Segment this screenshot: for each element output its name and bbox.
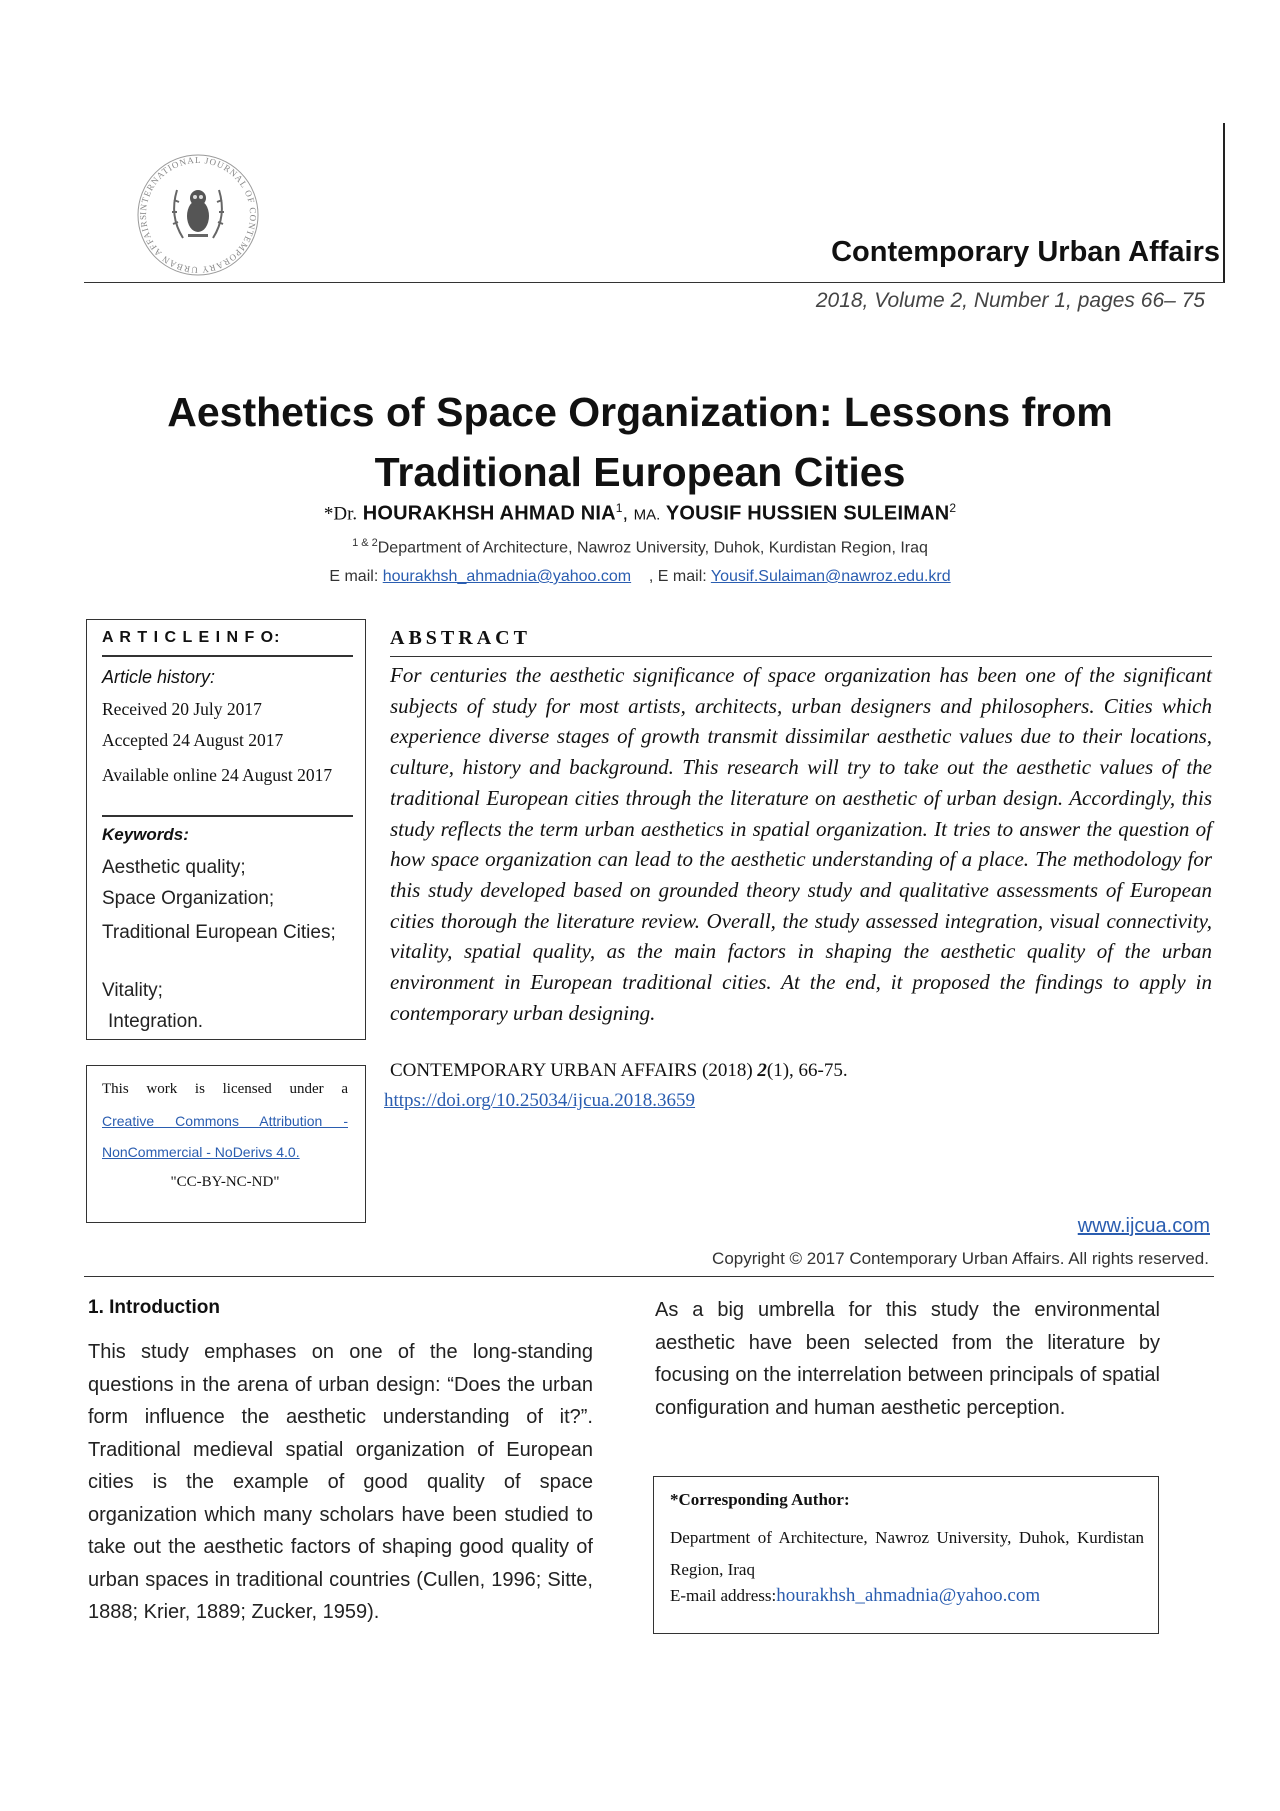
corresponding-author-heading: *Corresponding Author: xyxy=(670,1490,850,1509)
available-date: Available online 24 August 2017 xyxy=(102,765,333,785)
license-text: This work is licensed under a xyxy=(102,1081,348,1097)
header-vertical-rule xyxy=(1223,123,1225,283)
website-link[interactable]: www.ijcua.com xyxy=(1077,1215,1210,1237)
journal-name: Contemporary Urban Affairs xyxy=(831,236,1220,268)
copyright-notice: Copyright © 2017 Contemporary Urban Affairs. All rights reserved. xyxy=(712,1249,1209,1268)
abstract-text: For centuries the aesthetic significance of space organization has been one of the significant subjects of study for most artists, architects, urban designers and philosophers. Cities which experience diverse stages of growth transmit dissimilar aesthetic values due to their locations, culture, history and background. This research will try to take out the aesthetic values of the traditional European cities through the literature on aesthetic of urban design. Accordingly, this study reflects the term urban aesthetics in spatial organization. It tries to answer the question of how space organization can lead to the aesthetic understanding of a place. The methodology for this study developed based on grounded theory study and qualitative assessments of European cities thorough the literature review. Overall, the study assessed integration, visual connectivity, vitality, spatial quality, as the main factors in shaping the aesthetic quality of the urban environment in European traditional cities. At the end, it proposed the findings to apply in contemporary urban designing. xyxy=(390,663,1212,1025)
article-info-heading: A R T I C L E I N F O: xyxy=(102,629,281,646)
doi-link[interactable]: https://doi.org/10.25034/ijcua.2018.3659 xyxy=(384,1090,696,1111)
citation-prefix: CONTEMPORARY URBAN AFFAIRS (2018) xyxy=(390,1060,753,1081)
author2-name: YOUSIF HUSSIEN SULEIMAN xyxy=(665,502,950,525)
keyword-item: Vitality; xyxy=(102,980,163,1001)
citation-volume: 2 xyxy=(757,1060,767,1081)
author1-sup: 1 xyxy=(615,501,623,515)
author2-prefix: MA. xyxy=(633,506,661,524)
author-line xyxy=(0,501,1280,526)
info-rule-mid xyxy=(102,815,353,817)
author-separator: , xyxy=(622,502,629,525)
history-label: Article history: xyxy=(102,667,216,687)
introduction-paragraph-continued: As a big umbrella for this study the environmental aesthetic have been selected from the literature by focusing on the interrelation between principals of spatial configuration and human aesthetic perception. xyxy=(655,1299,1160,1419)
author1-prefix: *Dr. xyxy=(323,503,358,525)
keyword-item: Traditional European Cities; xyxy=(102,922,336,943)
accepted-date: Accepted 24 August 2017 xyxy=(102,730,284,750)
issue-line: 2018, Volume 2, Number 1, pages 66– 75 xyxy=(815,289,1205,312)
citation-line xyxy=(390,1060,848,1082)
header-rule xyxy=(84,282,1224,283)
license-code: "CC-BY-NC-ND" xyxy=(170,1174,280,1190)
introduction-heading: 1. Introduction xyxy=(88,1297,220,1318)
keyword-item: Integration. xyxy=(108,1011,204,1032)
citation-suffix: (1), 66-75. xyxy=(766,1060,848,1081)
affiliation-text: Department of Architecture, Nawroz University, Duhok, Kurdistan Region, Iraq xyxy=(377,539,928,557)
keyword-item: Aesthetic quality; xyxy=(102,857,246,878)
received-date: Received 20 July 2017 xyxy=(102,699,262,719)
corresponding-author-address: Department of Architecture, Nawroz University, Duhok, Kurdistan Region, Iraq xyxy=(670,1528,1144,1579)
info-rule-top xyxy=(102,655,353,657)
corresponding-author-email xyxy=(670,1585,1040,1607)
logo-ring-text: INTERNATIONAL JOURNAL OF CONTEMPORARY URBAN AFFAIRS xyxy=(137,154,259,276)
abstract-rule xyxy=(390,656,1212,657)
article-title: Aesthetics of Space Organization: Lessons from Traditional European Cities xyxy=(167,389,1113,495)
author1-name: HOURAKHSH AHMAD NIA xyxy=(362,502,616,525)
owl-icon xyxy=(172,190,224,238)
email-link-2[interactable]: Yousif.Sulaiman@nawroz.edu.krd xyxy=(710,568,951,585)
license-link-continued[interactable]: NonCommercial - NoDerivs 4.0. xyxy=(102,1144,300,1160)
section-rule xyxy=(84,1276,1214,1277)
license-link[interactable]: Creative Commons Attribution - xyxy=(102,1113,348,1129)
email-label-2: , E mail: xyxy=(648,568,707,585)
email-link-1[interactable]: hourakhsh_ahmadnia@yahoo.com xyxy=(382,568,632,585)
author2-sup: 2 xyxy=(949,501,957,515)
affiliation-sup: 1 & 2 xyxy=(352,537,378,549)
keyword-item: Space Organization; xyxy=(102,888,275,909)
affiliation xyxy=(0,537,1280,557)
journal-logo-seal xyxy=(133,150,263,280)
email-address-value[interactable]: hourakhsh_ahmadnia@yahoo.com xyxy=(776,1585,1041,1606)
keywords-label: Keywords: xyxy=(102,825,189,844)
author-emails xyxy=(0,568,1280,586)
email-label-1: E mail: xyxy=(329,568,379,585)
email-address-label: E-mail address: xyxy=(670,1586,777,1605)
introduction-paragraph: This study emphases on one of the long-standing questions in the arena of urban design: “Does the urban form influence the aesthetic understanding of it?”. Traditional medieval spatial organization of European cities is the example of good quality of space organization which many scholars have been studied to take out the aesthetic factors of shaping good quality of urban spaces in traditional countries (Cullen, 1996; Sitte, 1888; Krier, 1889; Zucker, 1959). xyxy=(88,1341,593,1623)
abstract-heading: ABSTRACT xyxy=(390,627,531,649)
